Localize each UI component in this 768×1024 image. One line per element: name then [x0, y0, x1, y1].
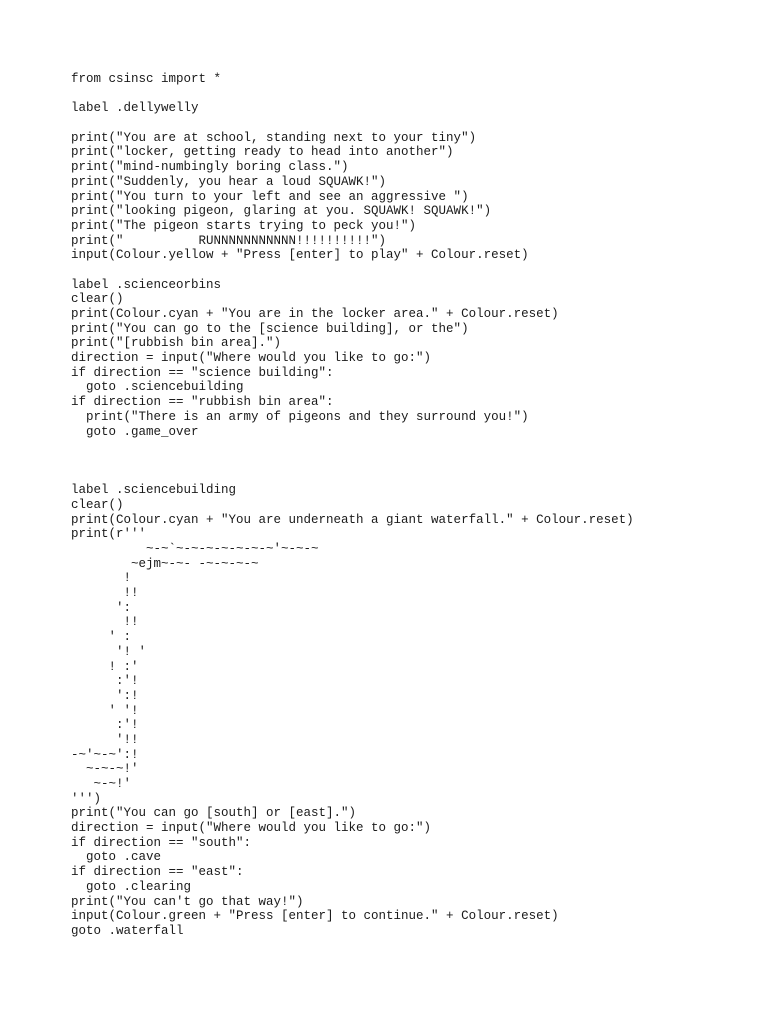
code-line: print("mind-numbingly boring class."): [71, 160, 349, 175]
code-line: goto .clearing: [71, 879, 192, 894]
code-line: goto .sciencebuilding: [71, 380, 244, 395]
code-line: print("You can go [south] or [east]."): [71, 806, 357, 821]
code-line: :'!: [71, 674, 139, 689]
code-line: '!!: [71, 732, 139, 747]
code-line: input(Colour.green + "Press [enter] to continue." + Colour.reset): [71, 909, 559, 924]
code-line: ~-~!': [71, 777, 132, 791]
code-line: clear(): [71, 292, 124, 307]
code-line: :'!: [71, 718, 139, 733]
code-line: input(Colour.yellow + "Press [enter] to play" + Colour.reset): [71, 248, 529, 263]
code-line: ' '!: [71, 703, 139, 718]
code-line: [71, 454, 634, 469]
code-line: if direction == "science building":: [71, 365, 334, 380]
code-line: print("You turn to your left and see an aggressive "): [71, 189, 469, 204]
code-line: print("There is an army of pigeons and they surround you!"): [71, 409, 529, 424]
code-line: print("locker, getting ready to head into another"): [71, 145, 454, 160]
code-line: ':!: [71, 688, 139, 703]
code-line: !: [71, 571, 132, 586]
code-line: print("The pigeon starts trying to peck you!"): [71, 218, 417, 233]
code-line: [71, 439, 634, 454]
code-line: if direction == "rubbish bin area":: [71, 395, 334, 410]
code-line: label .scienceorbins: [71, 277, 222, 292]
code-line: ~-~-~!': [71, 762, 139, 777]
code-line: ':: [71, 600, 132, 615]
code-line: goto .cave: [71, 850, 162, 865]
code-line: print(" RUNNNNNNNNNNN!!!!!!!!!!"): [71, 233, 387, 248]
code-line: if direction == "east":: [71, 865, 244, 880]
code-line: print("You are at school, standing next to your tiny"): [71, 130, 477, 145]
code-line: print("You can't go that way!"): [71, 894, 304, 909]
code-line: '! ': [71, 644, 147, 659]
code-line: direction = input("Where would you like to go:"): [71, 351, 432, 366]
code-line: !!: [71, 586, 139, 601]
code-line: label .dellywelly: [71, 101, 199, 116]
code-line: [71, 263, 634, 278]
code-line: clear(): [71, 497, 124, 512]
code-line: print("You can go to the [science building], or the"): [71, 321, 469, 336]
code-line: goto .game_over: [71, 424, 199, 439]
code-line: [71, 116, 634, 131]
code-line: label .sciencebuilding: [71, 483, 237, 498]
code-line: -~'~-~':!: [71, 747, 139, 762]
code-line: print(Colour.cyan + "You are underneath a giant waterfall." + Colour.reset): [71, 512, 634, 527]
code-line: ~ejm~-~- -~-~-~-~: [71, 556, 259, 571]
code-line: direction = input("Where would you like to go:"): [71, 821, 432, 836]
code-line: ' :: [71, 630, 132, 645]
code-line: [71, 469, 634, 484]
code-line: print(r''': [71, 527, 147, 542]
code-line: !!: [71, 615, 139, 630]
code-line: from csinsc import *: [71, 72, 222, 86]
code-line: print("looking pigeon, glaring at you. SQUAWK! SQUAWK!"): [71, 204, 492, 219]
code-line: [71, 87, 634, 102]
code-line: if direction == "south":: [71, 835, 252, 850]
code-line: ! :': [71, 659, 139, 674]
code-line: '''): [71, 791, 102, 806]
code-line: print("[rubbish bin area]."): [71, 336, 282, 351]
code-line: print(Colour.cyan + "You are in the locker area." + Colour.reset): [71, 307, 559, 321]
code-listing: [71, 72, 634, 939]
code-line: ~-~`~-~-~-~-~-~-~'~-~-~: [71, 542, 319, 556]
code-line: print("Suddenly, you hear a loud SQUAWK!"): [71, 174, 387, 189]
code-line: goto .waterfall: [71, 923, 184, 938]
